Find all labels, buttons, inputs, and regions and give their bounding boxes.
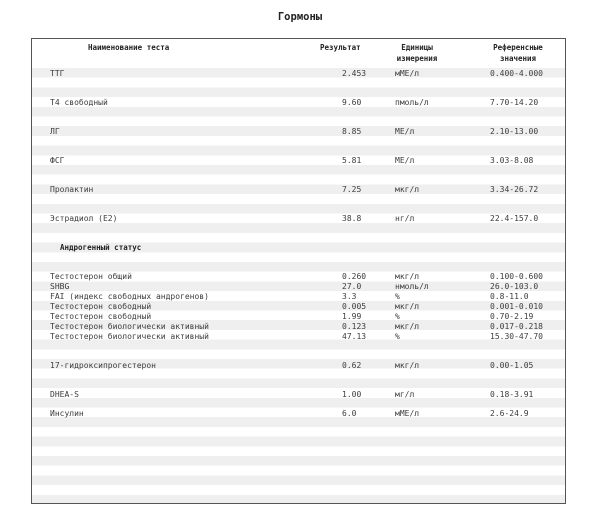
test-reference: 7.70-14.20 [490, 98, 539, 107]
table-row [32, 332, 565, 342]
test-units: МЕ/л [395, 127, 415, 136]
test-units: МЕ/л [395, 156, 415, 165]
test-result: 3.3 [342, 292, 357, 301]
test-result: 6.0 [342, 409, 357, 418]
test-name: SHBG [50, 282, 70, 291]
table-row [32, 292, 565, 302]
test-reference: 2.6-24.9 [490, 409, 529, 418]
test-reference: 0.18-3.91 [490, 390, 534, 399]
test-units: % [395, 292, 400, 301]
table-row [32, 312, 565, 322]
test-name: ЛГ [50, 127, 60, 136]
table-header [32, 39, 565, 68]
test-reference: 0.8-11.0 [490, 292, 529, 301]
test-reference: 3.34-26.72 [490, 185, 539, 194]
test-reference: 2.10-13.00 [490, 127, 539, 136]
header-ref-line1: Референсные [493, 43, 543, 52]
test-result: 5.81 [342, 156, 362, 165]
section-androgen-status: Андрогенный статус [60, 243, 142, 252]
test-name: Пролактин [50, 185, 94, 194]
header-units-line1: Единицы [401, 43, 433, 52]
test-units: % [395, 312, 400, 321]
test-units: мМЕ/л [395, 409, 420, 418]
test-reference: 0.70-2.19 [490, 312, 534, 321]
header-units-line2: измерения [396, 54, 438, 63]
test-reference: 0.400-4.000 [490, 69, 543, 78]
test-units: мМЕ/л [395, 69, 420, 78]
header-test-name: Наименование теста [88, 43, 170, 52]
test-result: 0.260 [342, 272, 367, 281]
table-row [32, 214, 565, 224]
test-units: мкг/л [395, 272, 420, 281]
table-row [32, 282, 565, 292]
test-result: 38.8 [342, 214, 362, 223]
test-name: Тестостерон биологически активный [50, 322, 209, 331]
test-result: 1.99 [342, 312, 362, 321]
test-units: нг/л [395, 214, 415, 223]
results-table [31, 38, 566, 504]
test-name: 17-гидроксипрогестерон [50, 361, 156, 370]
test-name: Эстрадиол (E2) [50, 214, 118, 223]
test-result: 2.453 [342, 69, 367, 78]
test-reference: 22.4-157.0 [490, 214, 539, 223]
test-name: Тестостерон биологически активный [50, 332, 209, 341]
test-units: мкг/л [395, 361, 420, 370]
test-result: 8.85 [342, 127, 362, 136]
page-title: Гормоны [277, 11, 323, 23]
table-row [32, 361, 565, 371]
table-row [32, 185, 565, 195]
test-units: нмоль/л [395, 282, 429, 291]
test-name: ФСГ [50, 156, 65, 165]
test-result: 1.00 [342, 390, 362, 399]
header-reference [470, 42, 566, 64]
test-reference: 15.30-47.70 [490, 332, 543, 341]
test-name: Т4 свободный [50, 98, 108, 107]
test-result: 47.13 [342, 332, 367, 341]
test-name: DHEA-S [50, 390, 79, 399]
header-units [372, 42, 462, 64]
test-units: мкг/л [395, 322, 420, 331]
header-result: Результат [320, 43, 361, 52]
test-reference: 0.00-1.05 [490, 361, 534, 370]
test-reference: 26.0-103.0 [490, 282, 539, 291]
test-units: мкг/л [395, 302, 420, 311]
test-reference: 0.017-0.218 [490, 322, 543, 331]
table-row [32, 156, 565, 166]
table-row [32, 98, 565, 108]
test-name: Тестостерон свободный [50, 312, 152, 321]
test-name: Тестостерон общий [50, 272, 132, 281]
test-result: 0.62 [342, 361, 362, 370]
test-name: Инсулин [50, 409, 84, 418]
test-reference: 0.100-0.600 [490, 272, 543, 281]
table-row [32, 272, 565, 282]
test-result: 9.60 [342, 98, 362, 107]
test-result: 7.25 [342, 185, 362, 194]
table-row [32, 322, 565, 332]
test-units: мкг/л [395, 185, 420, 194]
table-row [32, 69, 565, 79]
table-row [32, 127, 565, 137]
test-result: 0.005 [342, 302, 367, 311]
table-row [32, 390, 565, 400]
table-row [32, 409, 565, 419]
test-units: % [395, 332, 400, 341]
test-result: 27.0 [342, 282, 362, 291]
test-name: FAI (индекс свободных андрогенов) [50, 292, 209, 301]
test-units: пмоль/л [395, 98, 429, 107]
test-reference: 3.03-8.08 [490, 156, 534, 165]
test-name: Тестостерон свободный [50, 302, 152, 311]
test-units: мг/л [395, 390, 415, 399]
table-row [32, 302, 565, 312]
header-ref-line2: значения [499, 54, 537, 63]
test-name: ТТГ [50, 69, 65, 78]
test-reference: 0.001-0.010 [490, 302, 543, 311]
test-result: 0.123 [342, 322, 367, 331]
